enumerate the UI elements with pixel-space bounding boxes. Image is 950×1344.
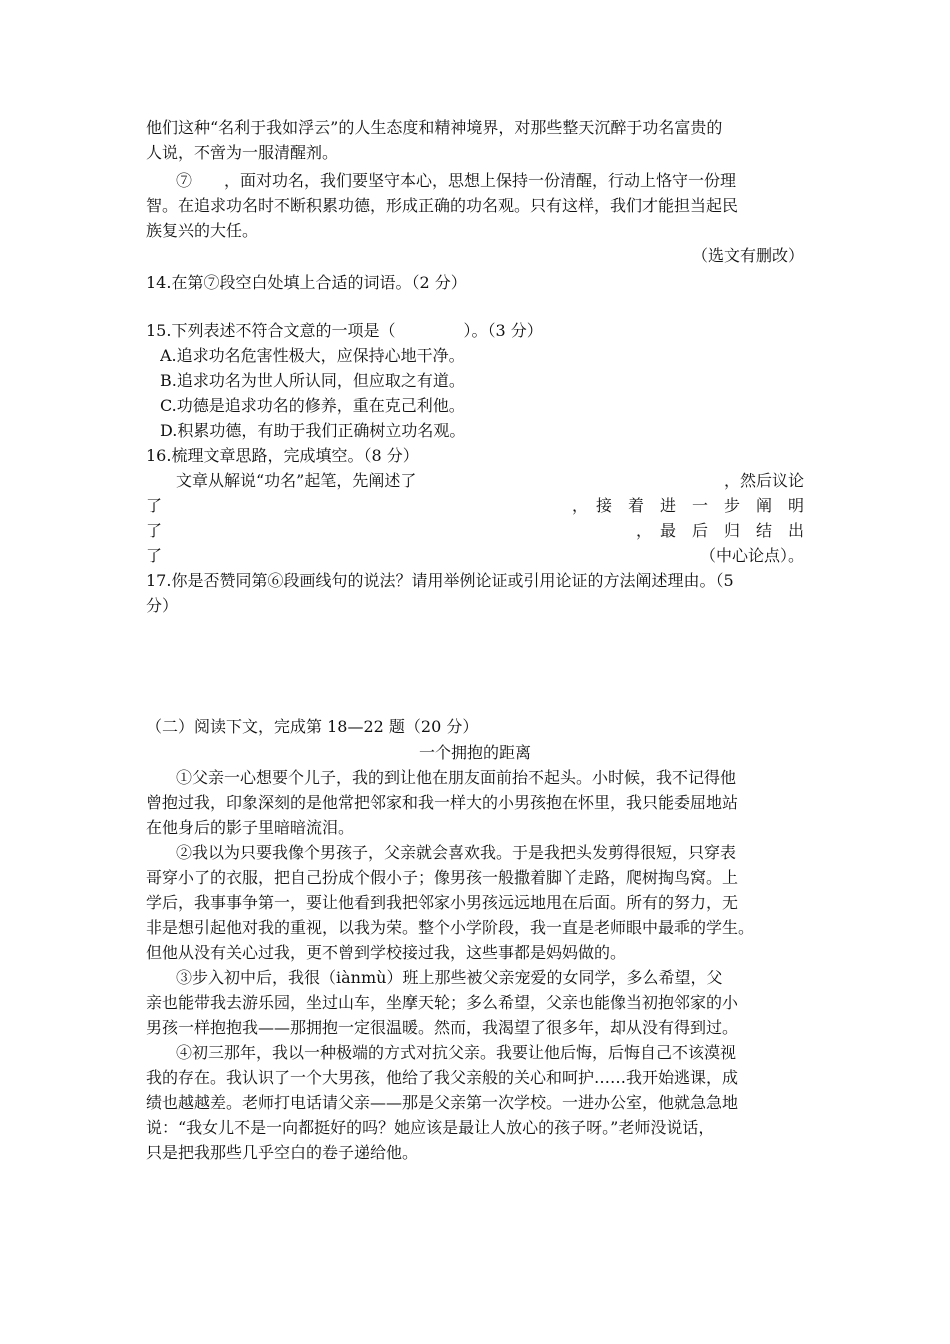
source-note: （选文有删改） [691, 246, 804, 265]
option-b: B.追求功名为世人所认同，但应取之有道。 [160, 371, 465, 390]
question-15-stem-end: ）。（3 分） [463, 321, 543, 340]
option-a: A.追求功名危害性极大，应保持心地干净。 [160, 346, 465, 365]
article-line: ③步入初中后，我很（iànmù）班上那些被父亲宠爱的女同学，多么希望，父 [176, 968, 723, 987]
question-16-fill-line [146, 493, 804, 518]
passage-paragraph-7-line: 智。在追求功名时不断积累功德，形成正确的功名观。只有这样，我们才能担当起民 [146, 196, 739, 215]
article-line: 说：“我女儿不是一向都挺好的吗？她应该是最让人放心的孩子呀。”老师没说话， [146, 1118, 715, 1137]
question-17: 17.你是否赞同第⑥段画线句的说法？请用举例论证或引用论证的方法阐述理由。（5 [146, 571, 734, 590]
article-line: 曾抱过我，印象深刻的是他常把邻家和我一样大的小男孩抱在怀里，我只能委屈地站 [146, 793, 739, 812]
question-14: 14.在第⑦段空白处填上合适的词语。（2 分） [146, 273, 467, 292]
article-line: 哥穿小了的衣服，把自己扮成个假小子；像男孩一般撒着脚丫走路，爬树掏鸟窝。上 [146, 868, 739, 887]
article-line: 只是把我那些几乎空白的卷子递给他。 [146, 1143, 419, 1162]
article-line: ④初三那年，我以一种极端的方式对抗父亲。我要让他后悔，后悔自己不该漠视 [176, 1043, 737, 1062]
question-15-stem-start: 15.下列表述不符合文意的一项是（ [146, 321, 396, 340]
fill-line-text: （中心论点）。 [699, 546, 804, 565]
section-heading: （二）阅读下文，完成第 18—22 题（20 分） [146, 717, 479, 736]
question-16-stem: 16.梳理文章思路，完成填空。（8 分） [146, 446, 419, 465]
article-line: 绩也越越差。老师打电话请父亲——那是父亲第一次学校。一进办公室，他就急急地 [146, 1093, 739, 1112]
question-15-stem [146, 318, 804, 343]
question-16-fill-line [176, 468, 804, 493]
fill-line-text: ，然后议论 [723, 471, 804, 490]
passage-paragraph-7-line: ⑦ ，面对功名，我们要坚守本心，思想上保持一份清醒，行动上恪守一份理 [176, 171, 737, 190]
article-line: ②我以为只要我像个男孩子，父亲就会喜欢我。于是我把头发剪得很短，只穿表 [176, 843, 737, 862]
passage-line: 人说，不啻为一服清醒剂。 [146, 143, 339, 162]
passage-paragraph-7-line: 族复兴的大任。 [146, 221, 259, 240]
article-line: 学后，我事事争第一，要让他看到我把邻家小男孩远远地甩在后面。所有的努力，无 [146, 893, 739, 912]
fill-line-text: ， 接 着 进 一 步 阐 明 [571, 496, 804, 515]
article-line: 我的存在。我认识了一个大男孩，他给了我父亲般的关心和呵护……我开始逃课，成 [146, 1068, 739, 1087]
fill-line-text: 了 [146, 496, 163, 515]
article-line: 亲也能带我去游乐园，坐过山车，坐摩天轮；多么希望，父亲也能像当初抱邻家的小 [146, 993, 739, 1012]
passage-line: 他们这种“名利于我如浮云”的人生态度和精神境界，对那些整天沉醉于功名富贵的 [146, 118, 723, 137]
article-line: 但他从没有关心过我，更不曾到学校接过我，这些事都是妈妈做的。 [146, 943, 627, 962]
question-16-fill-line [146, 518, 804, 543]
article-line: 非是想引起他对我的重视，以我为荣。整个小学阶段，我一直是老师眼中最乖的学生。 [146, 918, 755, 937]
fill-line-text: 了 [146, 521, 163, 540]
article-line: ①父亲一心想要个儿子，我的到让他在朋友面前抬不起头。小时候，我不记得他 [176, 768, 737, 787]
article-line: 在他身后的影子里暗暗流泪。 [146, 818, 355, 837]
option-d: D.积累功德，有助于我们正确树立功名观。 [160, 421, 466, 440]
question-16-fill-line [146, 543, 804, 568]
article-line: 男孩一样抱抱我——那拥抱一定很温暖。然而，我渴望了很多年，却从没有得到过。 [146, 1018, 739, 1037]
fill-line-text: 文章从解说“功名”起笔，先阐述了 [176, 471, 417, 490]
question-17: 分） [146, 596, 179, 615]
fill-line-text: ， 最 后 归 结 出 [635, 521, 804, 540]
fill-line-text: 了 [146, 546, 163, 565]
article-title: 一个拥抱的距离 [418, 743, 531, 762]
option-c: C.功德是追求功名的修养，重在克己利他。 [160, 396, 465, 415]
